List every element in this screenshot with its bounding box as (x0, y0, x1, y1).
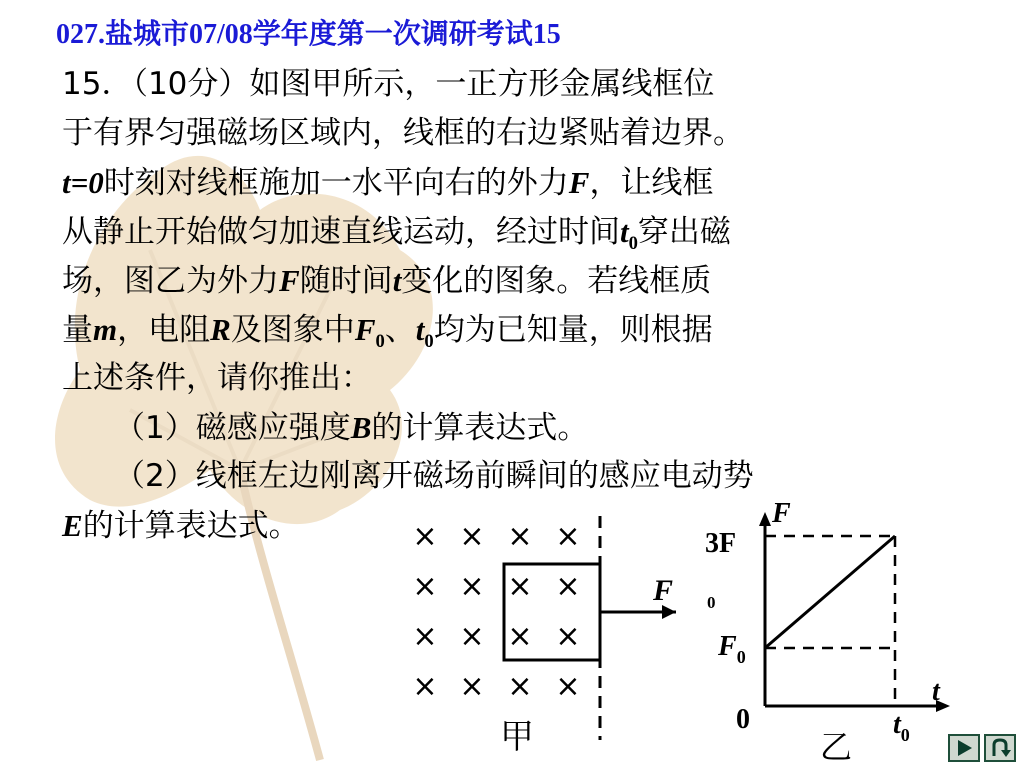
force-line (765, 536, 895, 648)
return-button[interactable] (984, 734, 1016, 762)
svg-text:×: × (507, 669, 533, 704)
y-tick-3f0: 3F (705, 528, 737, 559)
problem-line-10: E的计算表达式。 (62, 508, 300, 544)
next-slide-button[interactable] (948, 734, 980, 762)
problem-line-5: 场，图乙为外力F随时间t变化的图象。若线框质 (62, 263, 712, 299)
x-tick-t0: $t_0$ (893, 709, 910, 745)
force-label: F (653, 574, 674, 607)
y-axis-arrow (759, 512, 771, 526)
problem-line-3: t=0时刻对线框施加一水平向右的外力F，让线框 (62, 165, 714, 201)
question-title: 027.盐城市07/08学年度第一次调研考试15 (56, 19, 561, 50)
svg-text:×: × (459, 669, 485, 704)
svg-text:×: × (555, 519, 581, 554)
svg-text:×: × (412, 569, 438, 604)
problem-line-1: 15．（10分）如图甲所示，一正方形金属线框位 (62, 66, 715, 102)
y-axis-label: F (772, 498, 791, 529)
play-icon (950, 736, 978, 760)
question-part-2: （2）线框左边刚离开磁场前瞬间的感应电动势 (114, 458, 754, 494)
u-turn-icon (986, 736, 1014, 760)
svg-text:×: × (412, 669, 438, 704)
figure-caption-yi: 乙 (820, 728, 853, 766)
origin-label: 0 (736, 704, 750, 735)
x-axis-label: t (932, 676, 940, 707)
problem-line-2: 于有界匀强磁场区域内，线框的右边紧贴着边界。 (62, 115, 744, 151)
svg-text:×: × (555, 619, 581, 654)
svg-text:×: × (507, 519, 533, 554)
svg-text:×: × (555, 669, 581, 704)
svg-text:×: × (507, 569, 533, 604)
problem-line-7: 上述条件，请你推出： (62, 360, 372, 396)
svg-text:×: × (507, 619, 533, 654)
svg-text:×: × (459, 519, 485, 554)
problem-line-4: 从静止开始做匀加速直线运动，经过时间$t_0$穿出磁 (62, 214, 731, 255)
figure-caption-jia: 甲 (500, 717, 534, 757)
svg-text:×: × (412, 619, 438, 654)
y-tick-3f0-subscript: 0 (707, 593, 716, 612)
question-part-1: （1）磁感应强度B的计算表达式。 (114, 410, 589, 446)
y-tick-f0: $F_0$ (718, 631, 746, 667)
svg-text:×: × (459, 569, 485, 604)
svg-text:×: × (459, 619, 485, 654)
svg-text:×: × (412, 519, 438, 554)
problem-line-6: 量m，电阻R及图象中$F_0$、$t_0$均为已知量，则根据 (62, 312, 713, 353)
svg-text:×: × (555, 569, 581, 604)
